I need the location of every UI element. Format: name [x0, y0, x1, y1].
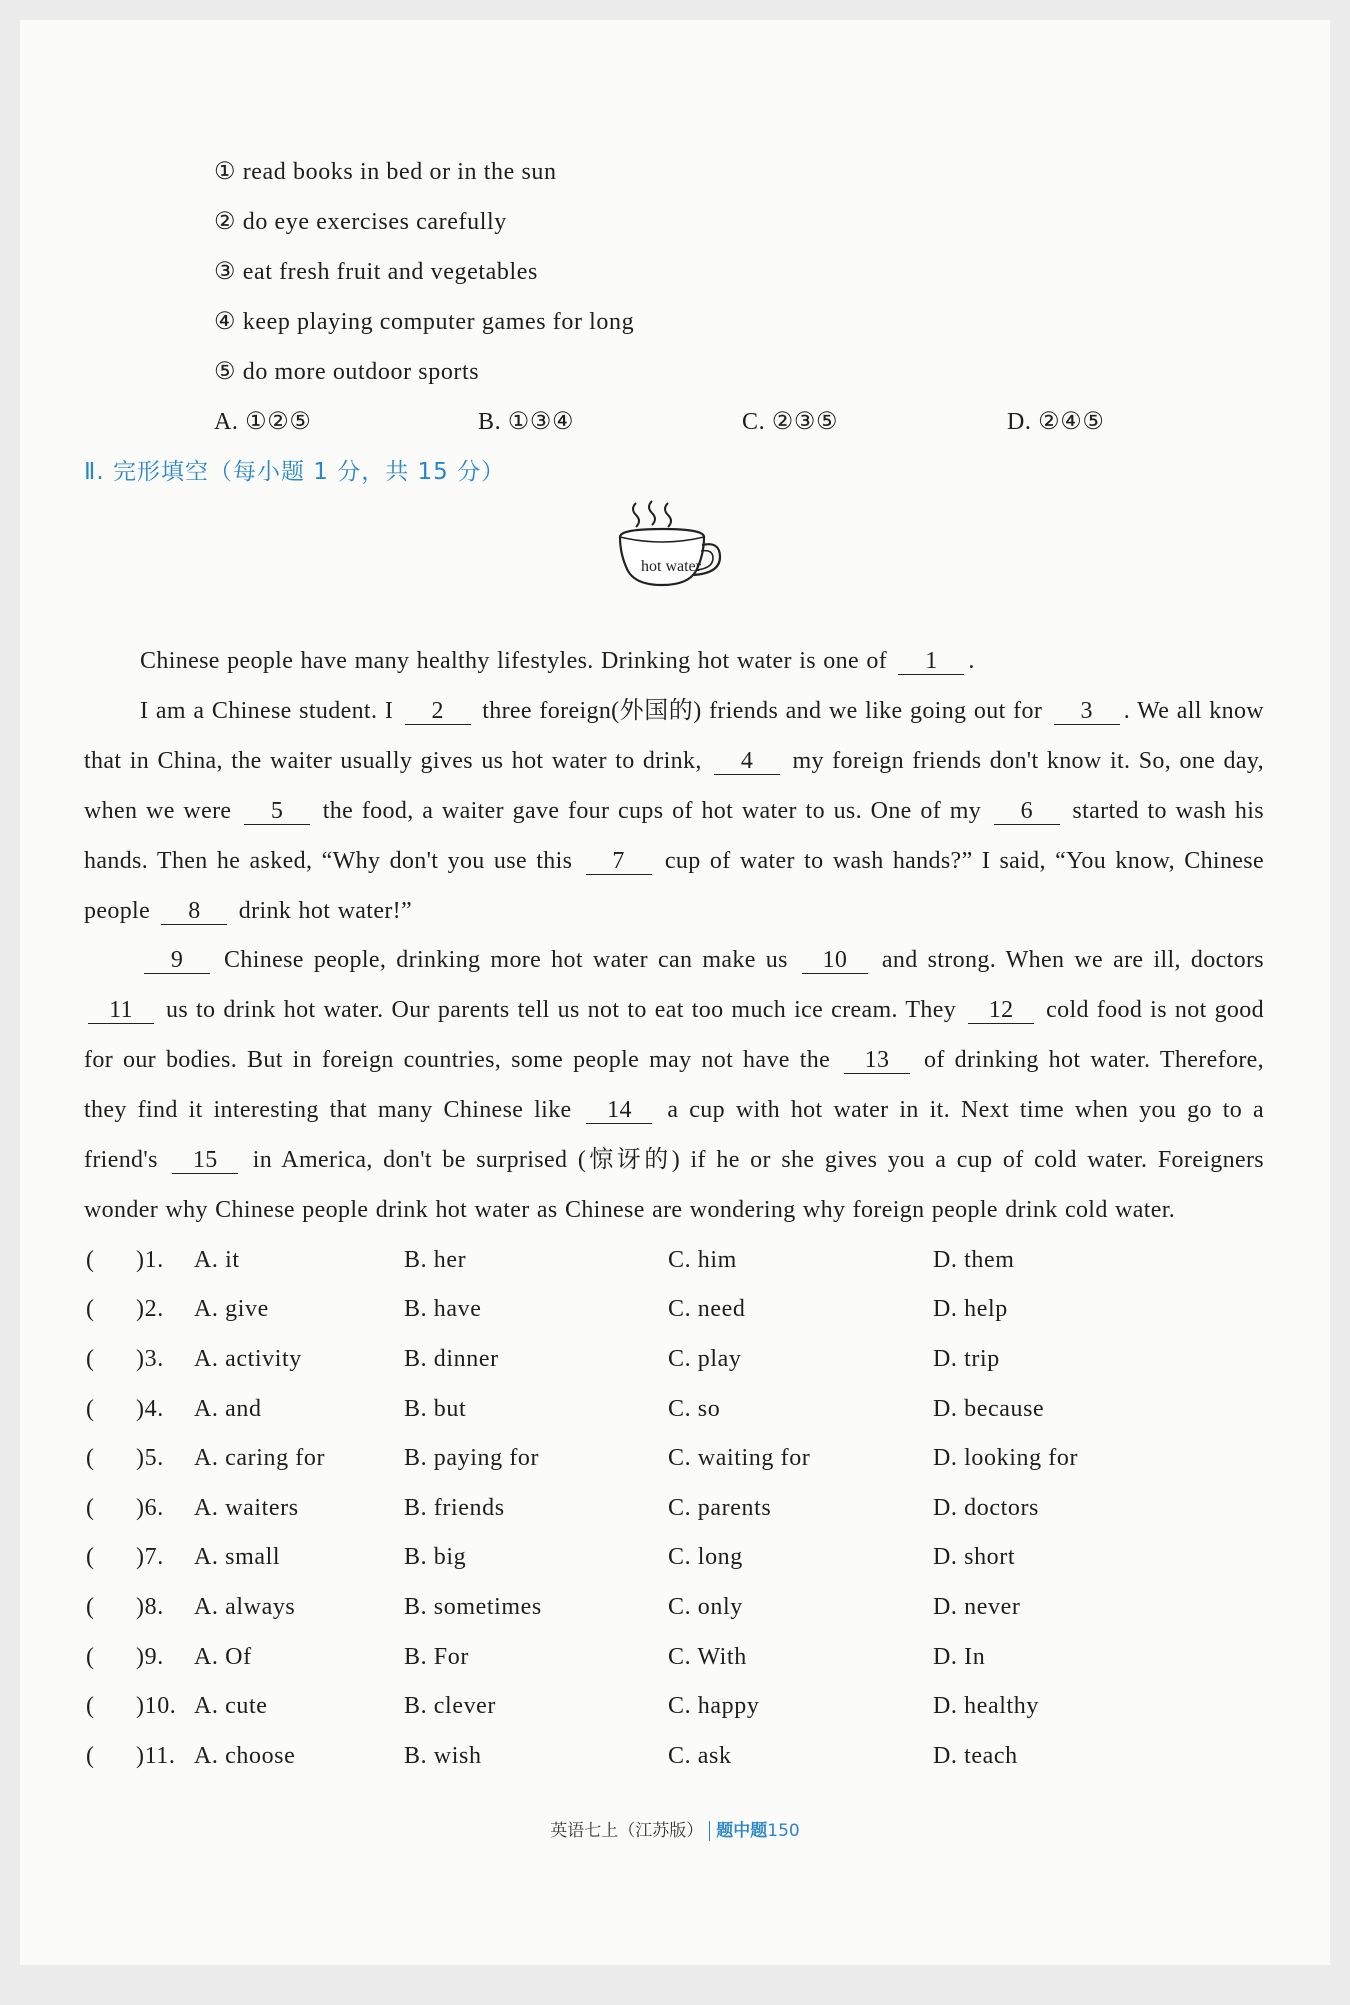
option-b: B. have: [404, 1296, 482, 1323]
option-line: ② do eye exercises carefully: [214, 209, 507, 235]
option-c: C. him: [668, 1246, 737, 1273]
option-b: B. big: [404, 1544, 467, 1571]
blank-15: 15: [172, 1147, 238, 1174]
question-row: [84, 1533, 1264, 1583]
choice-c: C. ②③⑤: [742, 409, 839, 435]
option-b: B. her: [404, 1246, 467, 1273]
option-c: C. only: [668, 1594, 743, 1621]
option-a: A. activity: [194, 1346, 302, 1373]
cup-illustration: [84, 497, 1264, 637]
passage-text: . We all know that in China, the waiter usually gives us hot water to drink,: [84, 697, 1264, 774]
option-line: ⑤ do more outdoor sports: [214, 359, 480, 385]
blank-4: 4: [714, 748, 780, 775]
question-row: [84, 1236, 1264, 1286]
answer-paren: (: [86, 1494, 95, 1521]
option-a: A. cute: [194, 1693, 268, 1720]
blank-2: 2: [405, 698, 471, 725]
passage-text: Chinese people have many healthy lifestyles. Drinking hot water is one of: [140, 648, 888, 674]
answer-paren: (: [86, 1643, 95, 1670]
option-d: D. healthy: [933, 1693, 1039, 1720]
passage-text: started to wash his hands. Then he asked, “Why don't you use this: [84, 797, 1264, 874]
content: [84, 147, 1264, 1781]
option-a: A. waiters: [194, 1494, 299, 1521]
blank-11: 11: [88, 997, 154, 1024]
option-d: D. them: [933, 1246, 1015, 1273]
option-d: D. help: [933, 1296, 1008, 1323]
option-d: D. trip: [933, 1346, 1000, 1373]
passage-text: in America, don't be surprised (惊讶的) if he or she gives you a cup of cold water. Foreigners wonder why Chinese people drink hot water as Chinese are wondering why foreign people drink cold water.: [84, 1147, 1264, 1223]
choice-a: A. ①②⑤: [214, 409, 312, 435]
blank-13: 13: [844, 1047, 910, 1074]
question-number: )1.: [136, 1246, 164, 1273]
answer-paren: (: [86, 1742, 95, 1769]
question-row: [84, 1633, 1264, 1683]
option-d: D. In: [933, 1643, 986, 1670]
answer-paren: (: [86, 1395, 95, 1422]
blank-12: 12: [968, 997, 1034, 1024]
option-d: D. doctors: [933, 1494, 1039, 1521]
option-c: C. long: [668, 1544, 743, 1571]
option-line: ③ eat fresh fruit and vegetables: [214, 259, 538, 285]
question-number: )7.: [136, 1544, 164, 1571]
answer-paren: (: [86, 1346, 95, 1373]
option-a: A. small: [194, 1544, 281, 1571]
option-b: B. paying for: [404, 1445, 540, 1472]
option-c: C. happy: [668, 1693, 760, 1720]
answer-paren: (: [86, 1544, 95, 1571]
question-row: [84, 1732, 1264, 1782]
option-d: D. looking for: [933, 1445, 1079, 1472]
cup-label: hot water: [641, 558, 701, 575]
answer-choices: [84, 397, 1264, 447]
question-number: )2.: [136, 1296, 164, 1323]
question-row: [84, 1285, 1264, 1335]
passage-text: Chinese people, drinking more hot water can make us: [224, 947, 788, 974]
option-b: B. wish: [404, 1742, 482, 1769]
question-row: [84, 1682, 1264, 1732]
option-b: B. clever: [404, 1693, 497, 1720]
passage-text: I am a Chinese student. I: [140, 697, 394, 724]
option-a: A. Of: [194, 1643, 252, 1670]
passage-text: and strong. When we are ill, doctors: [881, 947, 1264, 974]
passage-text: .: [968, 648, 975, 674]
blank-10: 10: [802, 947, 868, 974]
option-d: D. because: [933, 1395, 1045, 1422]
passage-text: of drinking hot water. Therefore, they find it interesting that many Chinese like: [84, 1047, 1265, 1124]
option-c: C. so: [668, 1395, 721, 1422]
passage-text: cup of water to wash hands?” I said, “You know, Chinese people: [84, 847, 1264, 924]
option-a: A. caring for: [194, 1445, 326, 1472]
option-c: C. need: [668, 1296, 746, 1323]
passage-paragraph: [84, 687, 1264, 937]
blank-6: 6: [994, 798, 1060, 825]
footer-tag: 题中题: [716, 1821, 768, 1841]
option-b: B. sometimes: [404, 1594, 542, 1621]
option-a: A. it: [194, 1246, 240, 1273]
option-c: C. waiting for: [668, 1445, 811, 1472]
option-c: C. play: [668, 1346, 742, 1373]
page: [20, 20, 1330, 1965]
passage-paragraph: [84, 637, 1264, 687]
question-row: [84, 1583, 1264, 1633]
option-line: ① read books in bed or in the sun: [214, 159, 557, 185]
option-list: [84, 147, 1264, 397]
question-number: )5.: [136, 1445, 164, 1472]
choice-d: D. ②④⑤: [1007, 409, 1105, 435]
option-b: B. but: [404, 1395, 467, 1422]
passage-text: the food, a waiter gave four cups of hot water to us. One of my: [322, 797, 982, 824]
question-number: )11.: [136, 1742, 176, 1769]
blank-1: 1: [898, 648, 964, 675]
option-c: C. With: [668, 1643, 747, 1670]
option-d: D. teach: [933, 1742, 1018, 1769]
question-number: )8.: [136, 1594, 164, 1621]
choice-b: B. ①③④: [478, 409, 575, 435]
option-b: B. For: [404, 1643, 469, 1670]
question-number: )10.: [136, 1693, 177, 1720]
blank-3: 3: [1054, 698, 1120, 725]
blank-14: 14: [586, 1097, 652, 1124]
option-b: B. friends: [404, 1494, 505, 1521]
answer-paren: (: [86, 1445, 95, 1472]
book-title: 英语七上（江苏版）: [550, 1821, 704, 1841]
passage-text: three foreign(外国的) friends and we like going out for: [482, 697, 1043, 724]
question-row: [84, 1434, 1264, 1484]
option-b: B. dinner: [404, 1346, 499, 1373]
question-number: )4.: [136, 1395, 164, 1422]
option-c: C. parents: [668, 1494, 772, 1521]
blank-7: 7: [586, 848, 652, 875]
footer-divider: [709, 1821, 710, 1841]
option-d: D. never: [933, 1594, 1021, 1621]
blank-5: 5: [244, 798, 310, 825]
passage-text: a cup with hot water in it. Next time when you go to a friend's: [84, 1097, 1264, 1174]
page-number: 150: [767, 1821, 800, 1841]
option-a: A. always: [194, 1594, 296, 1621]
option-c: C. ask: [668, 1742, 732, 1769]
question-list: [84, 1236, 1264, 1782]
passage-text: cold food is not good for our bodies. But in foreign countries, some people may not have the: [84, 997, 1264, 1074]
section-title: Ⅱ. 完形填空（每小题 1 分，共 15 分）: [84, 459, 506, 485]
question-number: )6.: [136, 1494, 164, 1521]
passage-paragraph: [84, 936, 1264, 1235]
passage-text: drink hot water!”: [238, 897, 413, 924]
option-d: D. short: [933, 1544, 1016, 1571]
blank-8: 8: [161, 898, 227, 925]
question-number: )3.: [136, 1346, 164, 1373]
blank-9: 9: [144, 947, 210, 974]
passage-text: us to drink hot water. Our parents tell us not to eat too much ice cream. They: [165, 997, 957, 1024]
answer-paren: (: [86, 1296, 95, 1323]
question-row: [84, 1385, 1264, 1435]
question-row: [84, 1335, 1264, 1385]
option-line: ④ keep playing computer games for long: [214, 309, 635, 335]
passage-text: my foreign friends don't know it. So, one day, when we were: [84, 747, 1265, 824]
option-a: A. and: [194, 1395, 262, 1422]
question-number: )9.: [136, 1643, 164, 1670]
answer-paren: (: [86, 1594, 95, 1621]
page-footer: [20, 1816, 1330, 1841]
option-a: A. choose: [194, 1742, 296, 1769]
answer-paren: (: [86, 1246, 95, 1273]
answer-paren: (: [86, 1693, 95, 1720]
option-a: A. give: [194, 1296, 269, 1323]
question-row: [84, 1484, 1264, 1534]
cloze-passage: [84, 637, 1264, 1236]
cup-icon: [614, 497, 724, 597]
